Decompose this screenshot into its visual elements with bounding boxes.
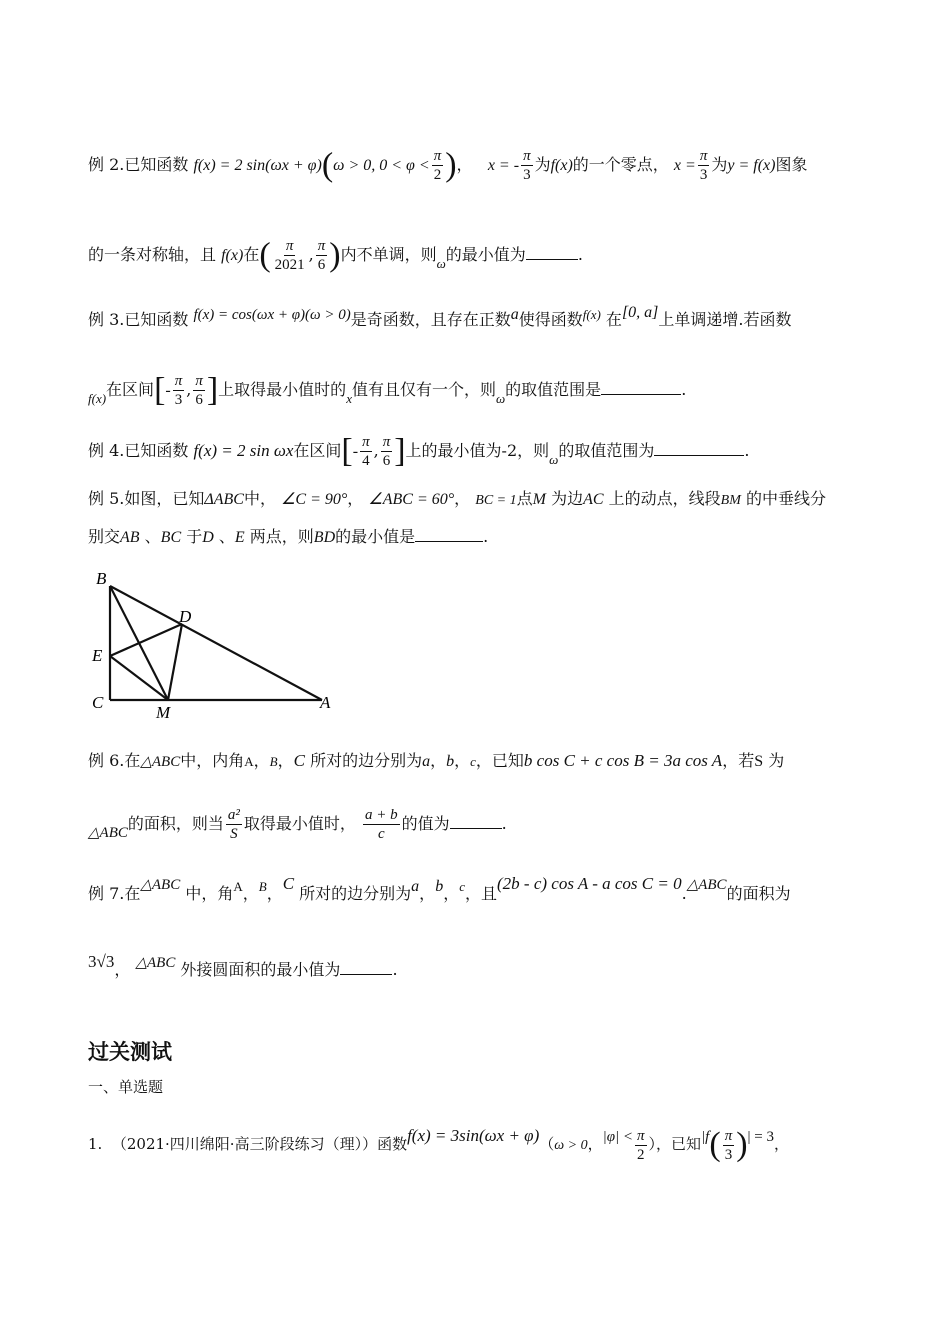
fraction: $\frac{\pi}{6}$ [317,238,326,273]
answer-blank[interactable] [340,960,392,975]
section-title: 过关测试 [88,1040,172,1064]
fraction: $\frac{\pi}{4}$ [362,434,370,469]
example-3-line-1: 例 3.已知函数 f(x) = cos(ωx + φ)(ω > 0)是奇函数，且存在正数a使得函数$^{f(x)}$ 在[0, a]上单调递增.若函数 [88,304,792,329]
formula: f(x) = 2 sin(ωx + φ) [193,157,322,174]
example-5-line-1: 例 5.如图，已知ΔABC中， ∠C = 90°， ∠ABC = 60°， BC = 1点M 为边AC 上的动点，线段BM 的中垂线分 [88,489,826,508]
answer-blank[interactable] [415,527,483,542]
answer-blank[interactable] [526,245,578,260]
example-5-line-2: 别交AB 、BC 于D 、E 两点，则BD的最小值是 . [88,527,489,546]
fraction: $\frac{\pi}{3}$ [523,148,531,183]
answer-blank[interactable] [654,441,744,456]
label-b: B [96,569,107,588]
segment-dm [168,624,182,700]
example-3-line-2: $_{f(x)}$在区间[- $\frac{\pi}{3}$ , $\frac{\pi}{6}$ ]上取得最小值时的$_x$值有且仅有一个，则$_\omega$的取值范围是 . [88,371,687,409]
fraction: $\frac{\text{a²}}{S}$ [227,807,240,842]
answer-blank[interactable] [601,380,681,395]
fraction: $\frac{\pi}{2}$ [637,1127,645,1163]
answer-blank[interactable] [450,814,502,829]
label-m: M [156,703,171,722]
label-a: A [320,693,331,712]
fraction: $\frac{\pi}{2021}$ [274,238,305,273]
fraction: $\frac{\pi}{3}$ [724,1127,733,1163]
question-1-line: 1. （2021·四川绵阳·高三阶段练习（理））函数f(x) = 3sin(ωx + φ)（ω > 0，|φ| < $\frac{\pi}{2}$ ），已知|f( $\frac{\pi}{3}$ )| = 3， [88,1126,790,1163]
example-7-line-2: 3√3， △ABC 外接圆面积的最小值为 . [88,952,398,979]
triangle-figure [88,566,348,726]
fraction: $\frac{a + b}{c}$ [365,807,398,842]
segment-em [110,656,168,700]
fraction: $\frac{\pi}{6}$ [195,373,203,408]
label-d: D [179,607,192,626]
section-subtitle: 一、单选题 [88,1078,164,1096]
example-2-line-1: 例 2.已知函数 f(x) = 2 sin(ωx + φ)(ω > 0, 0 < φ < $\frac{\pi}{2}$ )， x = - $\frac{\pi}{3}$ 为f(x)的一个零点， x = $\frac{\pi}{3}$ 为y = f(x)图象 [88,146,808,184]
example-7-line-1: 例 7.在△ABC 中，角$^A$，$^B$，C 所对的边分别为a，b，$^c$，且(2b - c) cos A - a cos C = 0.△ABC的面积为 [88,874,791,903]
label-e: E [92,646,103,665]
example-6-line-2: △ABC的面积，则当 $\frac{\text{a²}}{S}$ 取得最小值时， $\frac{a + b}{c}$ 的值为 . [88,807,507,842]
fraction: $\frac{\pi}{6}$ [382,434,391,469]
example-4-line: 例 4.已知函数 f(x) = 2 sin ωx在区间[- $\frac{\pi}{4}$ , $\frac{\pi}{6}$ ]上的最小值为-2，则$_\omega$的取值范围为 . [88,432,750,470]
segment-ed [110,624,182,656]
fraction: $\frac{\pi}{3}$ [699,148,708,183]
example-6-line-1: 例 6.在△ABC中，内角A，B，C 所对的边分别为a，b，c，已知b cos C + c cos B = 3a cos A，若S 为 [88,751,785,770]
example-2-line-2: 的一条对称轴，且 f(x)在( $\frac{\pi}{2021}$ , $\frac{\pi}{6}$ )内不单调，则$_\omega$的最小值为 . [88,236,583,274]
fraction: $\frac{\pi}{3}$ [174,373,183,408]
fraction: $\frac{\pi}{2}$ [433,148,442,183]
label-c: C [92,693,104,712]
